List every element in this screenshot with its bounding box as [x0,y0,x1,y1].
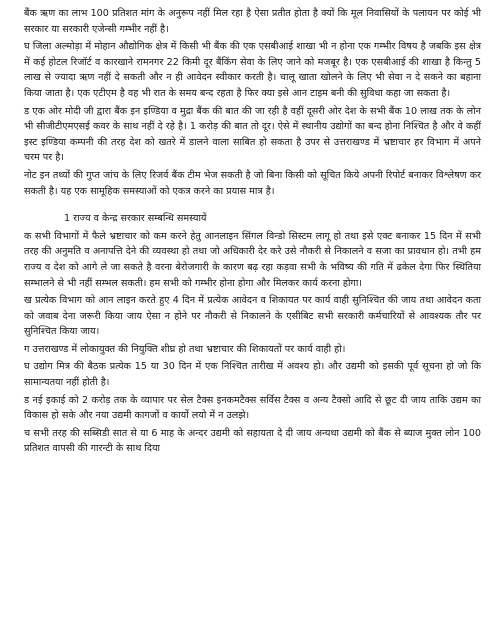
section-gap [24,201,481,209]
paragraph-da-modi: ड एक ओर मोदी जी द्वारा बैंक इन इण्डिया व मुद्रा बैंक की बात की जा रही है वहीं दूसरी ओर देश के सभी बैंक 10 लाख तक के लोन भी सीजीटीएमएसई कवर के साथ नहीं दे रहे है। 1 करोड़ की बात तो दूर। ऐसे में स्थानीय उद्योगों का बन्द होना निश्चित है और वे कहीं इस्ट इण्डिया कम्पनी की तरह देश को खतरे में डालने वाला साबित हो सकता है उपर से उत्तराखण्ड में भ्रष्टाचार हर विभाग में अपने चरम पर है। [24,105,481,164]
paragraph-kha: ख प्रत्येक विभाग को आन लाइन करते हुए 4 दिन में प्रत्येक आवेदन व शिकायत पर कार्य वाही सुनिश्चित की जाय तथा आवेदन कता को जवाब देना जरूरी किया जाय ऐसा न होने पर नौकरी से निकालने के एसीबिट सभी सरकारी कर्मचारियों से आवश्यक तौर पर सुनिश्चित किया जाय। [24,295,481,338]
paragraph-bank-loan: बैंक ऋण का लाभ 100 प्रतिशत मांग के अनुरूप नहीं मिल रहा है ऐसा प्रतीत होता है क्यों कि मूल निवासियों के पलायन पर कोई भी सरकार या सरकारी एजेन्सी गम्भीर नहीं है। [24,8,481,35]
paragraph-cha-subsidy: च सभी तरह की सब्सिडी सात से या 6 माह के अन्दर उद्यमी को सहायता दे दी जाय अन्यथा उद्यमी को बैंक से ब्याज मुक्त लोन 100 प्रतिशत वापसी की गारन्टी के साथ दिया [24,427,481,455]
paragraph-da-tax: ड नई इकाई को 2 करोड़ तक के व्यापार पर सेल टैक्स इनकमटैक्स सर्विस टैक्स व अन्य टैक्सो आदि से छूट दी जाय ताकि उद्यम का विकास हो सके और नया उद्यमी कागजों व कार्यो लयो में न उलझे। [24,394,481,422]
paragraph-ga: ग उत्तराखण्ड में लोकायुक्त की नियुक्ति शीघ्र हो तथा भ्रष्टाचार की शिकायतों पर कार्य वाही हो। [24,343,346,355]
paragraph-gha-almora: घ जिला अल्मोड़ा में मोहान औद्योगिक क्षेत्र में किसी भी बैंक की एक एसबीआई शाखा भी न होना एक गम्भीर विषय है जबकि इस क्षेत्र में कई होटल रिजॉर्ट व कारखाने रामनगर 22 किमी दूर बैंकिंग सेवा के लिए जाने को मजबूर है। एक एसबीआई की शाखा है किन्तु 5 लाख से ज्यादा ऋण नहीं दे सकती और न ही आवेदन स्वीकार करती है। चालू खाता खोलने के लिए भी सेवा न दे सकने का बहाना किया जाता है। एक एटीएम है वह भी रात के समय बन्द रहता है फिर क्या इसे आन टाइम बनी की सुविधा कहा जा सकता है। [24,41,481,99]
paragraph-gha-udyog: घ उद्योग मित्र की बैठक प्रत्येक 15 या 30 दिन में एक निश्चित तारीख में अवश्य हो। और उद्यमी को इसकी पूर्व सूचना हो जो कि सामान्यतया नहीं होती है। [24,361,481,389]
paragraph-note: नोट इन तथ्यों की गुप्त जांच के लिए रिजर्व बैंक टीम भेज सकती है जो बिना किसी को सूचित किये अपनी रिपोर्ट बनाकर विश्लेषण कर सकती है। यह एक सामूहिक समस्याओं को एकत्र करने का प्रयास मात्र है। [24,169,481,197]
section-heading: 1 राज्य व केन्द्र सरकार सम्बन्धि समस्यायें [64,213,207,225]
paragraph-ka: क सभी विभागों में फैले भ्रष्टाचार को कम करने हेतु आनलाइन सिंगल विन्डो सिस्टम लागू हो तथा इसे एक्ट बनाकर 15 दिन में सभी तरह की अनुमति व अनापत्ति देने की व्यवस्था हो तथा जो अधिकारी देर करे उसे नौकरी से निकालने व सजा का प्रावधान हो। तभी हम राज्य व देश को आगे ले जा सकते है वरना बेरोजगारी के कारण बढ़ रहा कड़वा सभी के भविष्य की गति में ढकेल देगा फिर स्थितिया सम्भालने से भी नहीं सम्भल सकती। हम सभी को गम्भीर होना होगा और मिलकर कार्य करना होगा। [24,230,481,289]
